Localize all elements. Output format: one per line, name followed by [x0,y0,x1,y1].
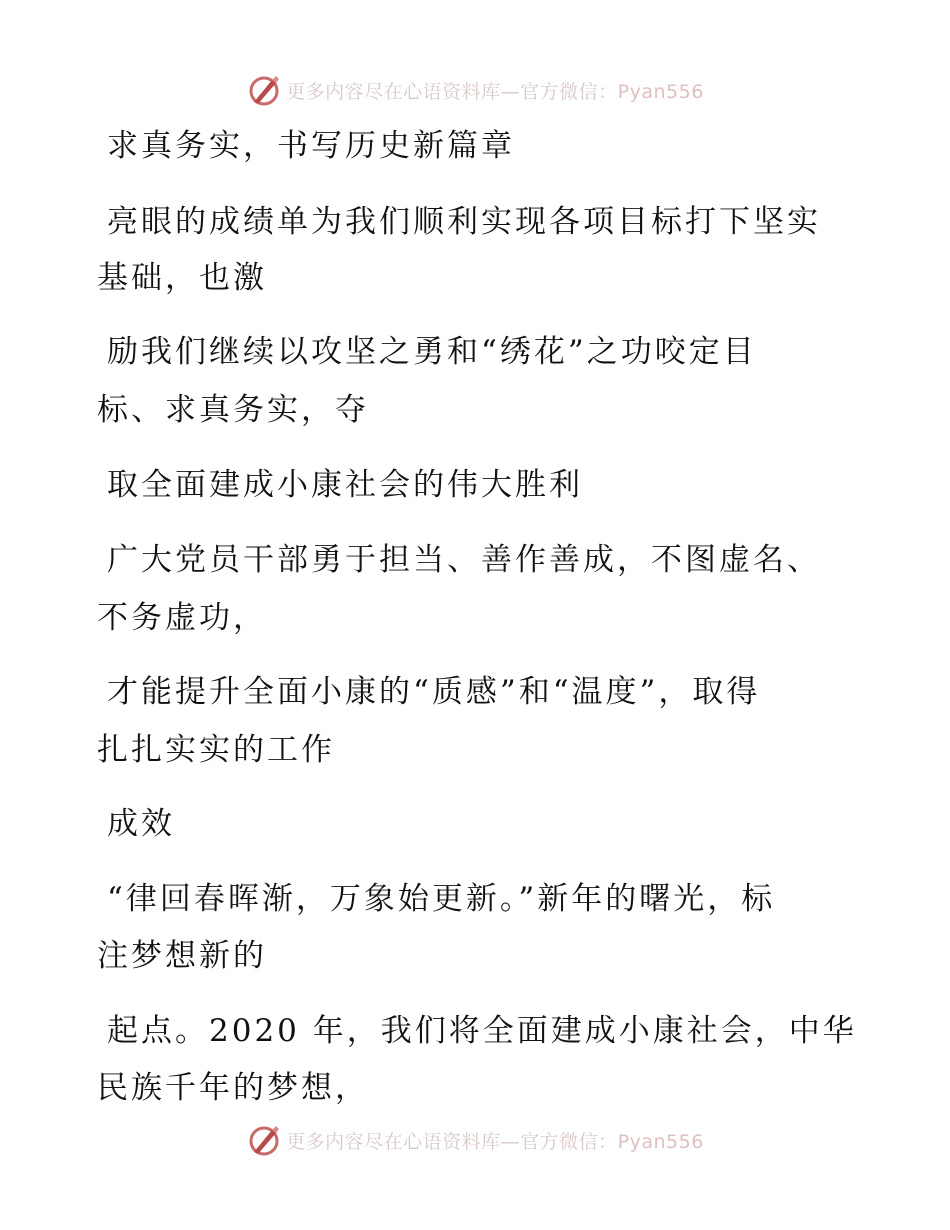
document-line: 基础，也激 [97,260,267,296]
header-watermark-text: 更多内容尽在心语资料库—官方微信：Pyan556 [286,80,704,103]
document-line: 才能提升全面小康的“质感”和“温度”，取得 [107,674,761,710]
document-line: 不务虚功， [97,600,267,636]
header-watermark-banner [0,70,950,110]
document-line: “律回春晖渐，万象始更新。”新年的曙光，标 [107,881,776,917]
document-line: 取全面建成小康社会的伟大胜利 [107,467,583,503]
footer-watermark-text: 更多内容尽在心语资料库—官方微信：Pyan556 [286,1130,704,1153]
document-line: 成效 [107,806,175,842]
document-line: 民族千年的梦想， [97,1070,369,1106]
document-line: 注梦想新的 [97,938,267,974]
pen-logo-icon [246,72,282,108]
document-line: 励我们继续以攻坚之勇和“绣花”之功咬定目 [107,334,757,370]
document-line: 扎扎实实的工作 [97,732,335,768]
document-line: 广大党员干部勇于担当、善作善成，不图虚名、 [107,542,821,578]
pen-logo-icon [246,1122,282,1158]
document-line: 亮眼的成绩单为我们顺利实现各项目标打下坚实 [107,204,821,240]
document-line: 起点。2020 年，我们将全面建成小康社会，中华 [107,1013,857,1049]
document-heading: 求真务实，书写历史新篇章 [107,128,515,164]
footer-watermark-banner [0,1120,950,1160]
header-wechat-id: Pyan556 [617,80,704,103]
document-line: 标、求真务实，夺 [97,392,369,428]
footer-wechat-id: Pyan556 [617,1130,704,1153]
